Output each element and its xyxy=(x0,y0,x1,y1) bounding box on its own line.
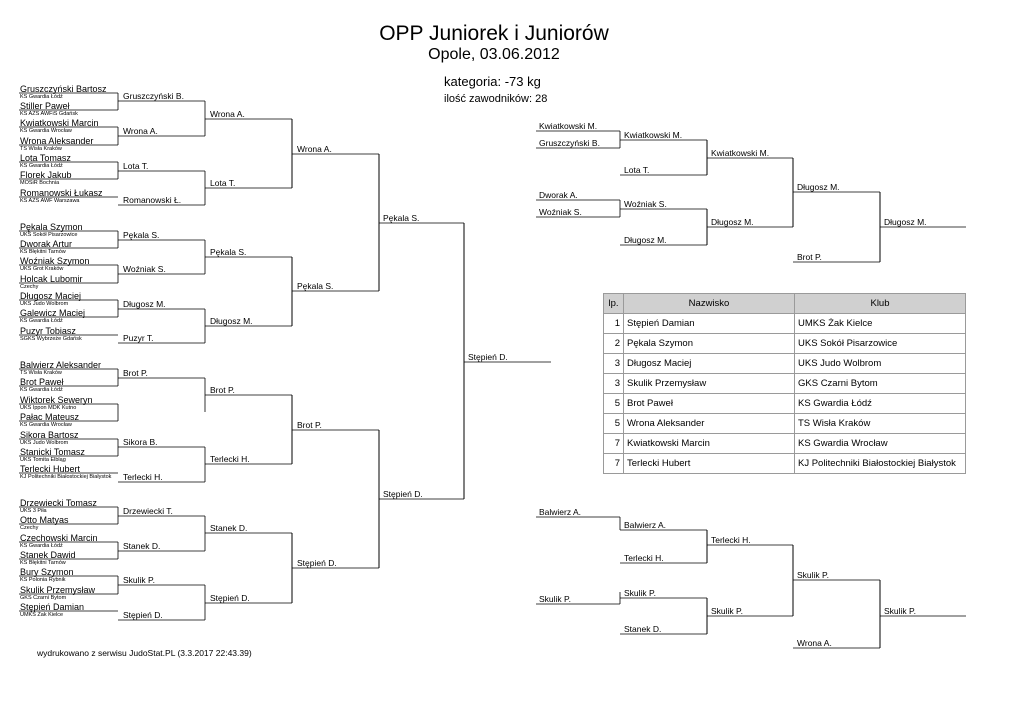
competitor-club: KS Gwardia Łódź xyxy=(20,162,63,169)
result-place: 7 xyxy=(604,434,624,454)
bracket-winner: Stępień D. xyxy=(297,558,337,568)
result-place: 5 xyxy=(604,394,624,414)
competitor-name: Puzyr Tobiasz xyxy=(20,326,76,336)
bracket-winner: Stępień D. xyxy=(383,489,423,499)
bracket-winner: Sikora B. xyxy=(123,437,158,447)
repechage-entry: Skulik P. xyxy=(711,606,743,616)
bracket-final-winner: Stępień D. xyxy=(468,352,508,362)
bracket-winner: Długosz M. xyxy=(123,299,166,309)
bracket-winner: Pękala S. xyxy=(210,247,247,257)
competitor-name: Lota Tomasz xyxy=(20,153,71,163)
column-header-lp: lp. xyxy=(604,294,624,314)
bracket-winner: Brot P. xyxy=(297,420,322,430)
competitor-name: Kwiatkowski Marcin xyxy=(20,118,99,128)
competitor-club: UKS Judo Wolbrom xyxy=(20,439,69,446)
competitor-name: Gruszczyński Bartosz xyxy=(20,84,107,94)
bracket-winner: Wrona A. xyxy=(210,109,245,119)
repechage-entry: Skulik P. xyxy=(624,588,656,598)
result-name: Brot Paweł xyxy=(624,394,795,414)
weight-category: kategoria: -73 kg xyxy=(444,74,541,89)
repechage-entry: Kwiatkowski M. xyxy=(711,148,770,158)
repechage-entry: Woźniak S. xyxy=(539,207,582,217)
competitor-name: Woźniak Szymon xyxy=(20,256,90,266)
bracket-winner: Stanek D. xyxy=(210,523,248,533)
repechage-entry: Balwierz A. xyxy=(539,507,582,517)
result-place: 7 xyxy=(604,454,624,474)
competitor-club: UKS Tomita Elbląg xyxy=(20,456,66,463)
competitor-name: Holcak Lubomir xyxy=(20,274,83,284)
competitor-name: Wrona Aleksander xyxy=(20,136,94,146)
result-club: TS Wisła Kraków xyxy=(795,414,966,434)
repechage-entry: Skulik P. xyxy=(539,594,571,604)
repechage-entry: Dworak A. xyxy=(539,190,578,200)
bracket-winner: Wrona A. xyxy=(123,126,158,136)
page-title: OPP Juniorek i Juniorów xyxy=(379,22,609,45)
result-place: 2 xyxy=(604,334,624,354)
print-footer: wydrukowano z serwisu JudoStat.PL (3.3.2017 22:43.39) xyxy=(37,648,252,658)
bracket-winner: Wrona A. xyxy=(297,144,332,154)
bracket-winner: Drzewiecki T. xyxy=(123,506,173,516)
competitor-club: UMKS Żak Kielce xyxy=(20,611,64,618)
result-club: KJ Politechniki Białostockiej Białystok xyxy=(795,454,966,474)
result-name: Skulik Przemysław xyxy=(624,374,795,394)
bracket-winner: Terlecki H. xyxy=(123,472,163,482)
repechage-bronze: Skulik P. xyxy=(884,606,916,616)
competitor-name: Stępień Damian xyxy=(20,602,85,612)
competitor-name: Brot Paweł xyxy=(20,377,64,387)
result-club: UKS Judo Wolbrom xyxy=(795,354,966,374)
competitor-club: UKS Sokół Pisarzowice xyxy=(20,231,78,238)
competitor-club: Czechy xyxy=(20,283,39,290)
bracket-winner: Skulik P. xyxy=(123,575,155,585)
competitor-club: KS Błękitni Tarnów xyxy=(20,559,66,566)
competitor-name: Otto Matyas xyxy=(20,515,69,525)
result-name: Pękala Szymon xyxy=(624,334,795,354)
bracket-winner: Pękala S. xyxy=(123,230,160,240)
bracket-winner: Stępień D. xyxy=(210,593,250,603)
competitor-club: Czechy xyxy=(20,524,39,531)
competitor-name: Florek Jakub xyxy=(20,170,72,180)
competitor-name: Długosz Maciej xyxy=(20,291,82,301)
result-club: UMKS Żak Kielce xyxy=(795,314,966,334)
competitor-name: Romanowski Łukasz xyxy=(20,188,103,198)
competitor-club: SGKS Wybrzeże Gdańsk xyxy=(20,335,82,342)
result-club: UKS Sokół Pisarzowice xyxy=(795,334,966,354)
table-row xyxy=(604,314,966,334)
repechage-entry: Długosz M. xyxy=(624,235,667,245)
competitor-name: Stanek Dawid xyxy=(20,550,76,560)
bracket-winner: Stanek D. xyxy=(123,541,161,551)
table-row xyxy=(604,334,966,354)
result-name: Terlecki Hubert xyxy=(624,454,795,474)
competitor-name: Stiller Paweł xyxy=(20,101,70,111)
competitor-name: Stanicki Tomasz xyxy=(20,447,85,457)
results-table xyxy=(603,293,966,474)
page-subtitle: Opole, 03.06.2012 xyxy=(428,46,560,63)
bracket-winner: Lota T. xyxy=(210,178,236,188)
repechage-bronze: Długosz M. xyxy=(884,217,927,227)
table-row xyxy=(604,434,966,454)
repechage-entry: Terlecki H. xyxy=(711,535,751,545)
table-row xyxy=(604,354,966,374)
competitor-name: Skulik Przemysław xyxy=(20,585,96,595)
column-header-club: Klub xyxy=(795,294,966,314)
competitor-name: Bury Szymon xyxy=(20,567,74,577)
competitor-name: Galewicz Maciej xyxy=(20,308,86,318)
result-name: Długosz Maciej xyxy=(624,354,795,374)
competitor-club: KS Gwardia Łódź xyxy=(20,317,63,324)
bracket-winner: Terlecki H. xyxy=(210,454,250,464)
results-header-row xyxy=(604,294,966,314)
result-place: 3 xyxy=(604,354,624,374)
table-row xyxy=(604,454,966,474)
bracket-winner: Woźniak S. xyxy=(123,264,166,274)
repechage-entry: Stanek D. xyxy=(624,624,662,634)
repechage-entry: Terlecki H. xyxy=(624,553,664,563)
repechage-entry: Długosz M. xyxy=(711,217,754,227)
repechage-entry: Wrona A. xyxy=(797,638,832,648)
competitor-name: Dworak Artur xyxy=(20,239,73,249)
competitor-club: TS Wisła Kraków xyxy=(20,145,62,152)
competitor-name: Sikora Bartosz xyxy=(20,430,79,440)
bracket-winner: Brot P. xyxy=(210,385,235,395)
result-club: GKS Czarni Bytom xyxy=(795,374,966,394)
repechage-entry: Długosz M. xyxy=(797,182,840,192)
bracket-winner: Długosz M. xyxy=(210,316,253,326)
competitor-club: KS Gwardia Łódź xyxy=(20,93,63,100)
competitor-club: KS Gwardia Łódź xyxy=(20,386,63,393)
competitor-club: KS AZS AWF Warszawa xyxy=(20,197,80,204)
result-name: Stępień Damian xyxy=(624,314,795,334)
repechage-entry: Lota T. xyxy=(624,165,650,175)
bracket-winner: Gruszczyński B. xyxy=(123,91,184,101)
competitor-name: Terlecki Hubert xyxy=(20,464,81,474)
competitor-name: Drzewiecki Tomasz xyxy=(20,498,97,508)
repechage-entry: Balwierz A. xyxy=(624,520,667,530)
competitor-name: Pałac Mateusz xyxy=(20,412,80,422)
table-row xyxy=(604,414,966,434)
competitor-name: Czechowski Marcin xyxy=(20,533,98,543)
bracket-winner: Pękala S. xyxy=(383,213,420,223)
result-club: KS Gwardia Wrocław xyxy=(795,434,966,454)
competitor-club: TS Wisła Kraków xyxy=(20,369,62,376)
competitor-club: GKS Czarni Bytom xyxy=(20,594,67,601)
result-name: Kwiatkowski Marcin xyxy=(624,434,795,454)
competitor-count: ilość zawodników: 28 xyxy=(444,93,548,105)
bracket-winner: Lota T. xyxy=(123,161,149,171)
competitor-club: KS AZS AWFiS Gdańsk xyxy=(20,110,78,117)
result-place: 3 xyxy=(604,374,624,394)
competitor-club: KS Gwardia Łódź xyxy=(20,542,63,549)
repechage-entry: Skulik P. xyxy=(797,570,829,580)
column-header-name: Nazwisko xyxy=(624,294,795,314)
competitor-name: Wiktorek Seweryn xyxy=(20,395,93,405)
result-place: 5 xyxy=(604,414,624,434)
competitor-club: UKS Grot Kraków xyxy=(20,265,64,272)
bracket-winner: Pękala S. xyxy=(297,281,334,291)
competitor-club: KJ Politechniki Białostockiej Białystok xyxy=(20,473,112,480)
table-row xyxy=(604,394,966,414)
competitor-club: UKS Ippon MDK Kutno xyxy=(20,404,77,411)
bracket-winner: Romanowski Ł. xyxy=(123,195,182,205)
repechage-entry: Gruszczyński B. xyxy=(539,138,600,148)
repechage-entry: Kwiatkowski M. xyxy=(624,130,683,140)
competitor-club: KS Polonia Rybnik xyxy=(20,576,66,583)
bracket-winner: Brot P. xyxy=(123,368,148,378)
competitor-name: Pękala Szymon xyxy=(20,222,83,232)
result-club: KS Gwardia Łódź xyxy=(795,394,966,414)
competitor-club: UKS Judo Wolbrom xyxy=(20,300,69,307)
repechage-entry: Kwiatkowski M. xyxy=(539,121,598,131)
repechage-entry: Woźniak S. xyxy=(624,199,667,209)
bracket-winner: Puzyr T. xyxy=(123,333,154,343)
competitor-club: KS Gwardia Wrocław xyxy=(20,127,72,134)
bracket-winner: Stępień D. xyxy=(123,610,163,620)
repechage-entry: Brot P. xyxy=(797,252,822,262)
competitor-club: MOSiR Bochnia xyxy=(20,179,60,186)
competitor-club: KS Błękitni Tarnów xyxy=(20,248,66,255)
result-name: Wrona Aleksander xyxy=(624,414,795,434)
competitor-club: KS Gwardia Wrocław xyxy=(20,421,72,428)
competitor-club: UKS 3 Piła xyxy=(20,507,47,514)
result-place: 1 xyxy=(604,314,624,334)
competitor-name: Balwierz Aleksander xyxy=(20,360,102,370)
table-row xyxy=(604,374,966,394)
